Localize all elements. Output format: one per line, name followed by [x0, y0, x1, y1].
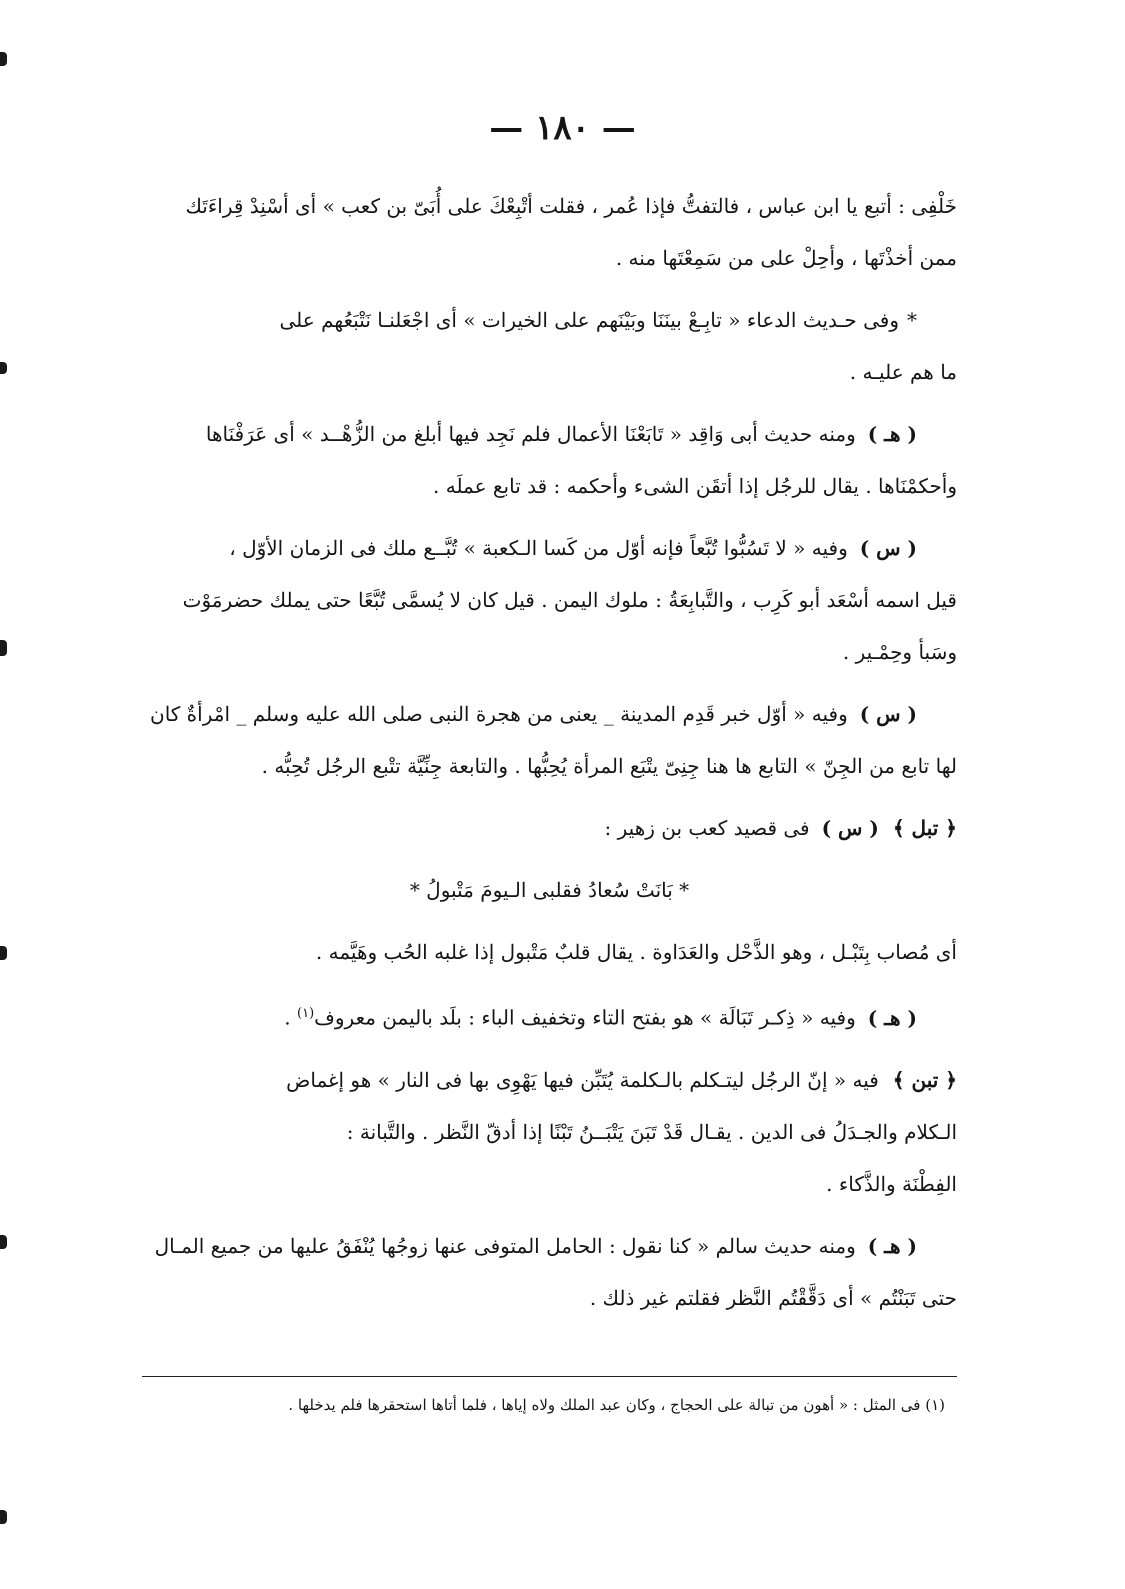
text-line: الـكلام والجـدَلُ فى الدين . يقـال قَدْ تَبَنَ يَتْبَــنُ تَبْنًا إذا أدقّ النَّظر . والتَّبانة :	[346, 1119, 957, 1144]
source-marker: ( هـ )	[867, 1233, 917, 1258]
paragraph	[142, 988, 957, 1044]
footnote-ref[interactable]: (١)	[297, 1006, 315, 1021]
text-segment: وفيه « لا تَسُبُّوا تُبَّعاً فإنه أوّل من كَسا الـكعبة » تُبَّــع ملك فى الزمان الأوّل ،	[229, 536, 848, 560]
text-line	[142, 1220, 957, 1272]
page-number: — ١٨٠ —	[489, 108, 636, 148]
text-line	[142, 988, 957, 1044]
text-segment: ومنه حديث سالم « كنا نقول : الحامل المتوفى عنها زوجُها يُنْفَقُ عليها من جميع المـال	[154, 1233, 856, 1258]
footnote-divider	[142, 1376, 957, 1377]
text-line: ممن أخذْتَها ، وأحِلْ على من سَمِعْتَها منه .	[615, 246, 957, 270]
source-marker: ( هـ )	[867, 422, 917, 446]
paragraph	[142, 926, 957, 978]
paragraph	[142, 688, 957, 792]
text-line: وسَبأ وحِمْـير .	[842, 640, 957, 664]
text-line: الفِطْنَة والذَّكاء .	[826, 1171, 957, 1196]
source-marker: ( س )	[859, 536, 917, 560]
margin-mark	[0, 1235, 7, 1249]
text-line	[142, 294, 957, 346]
margin-mark	[0, 52, 7, 66]
margin-mark	[0, 946, 7, 960]
text-segment: ومنه حديث أبى وَاقِد « تَابَعْنَا الأعمال فلم نَجِد فيها أبلغ من الزُّهْــد » أى عَرَفْنَاها	[205, 422, 856, 446]
text-line: وأحكمْنَاها . يقال للرجُل إذا أتقَن الشىء وأحكمه : قد تابع عملَه .	[433, 474, 957, 498]
margin-mark	[0, 1510, 7, 1524]
paragraph	[142, 522, 957, 678]
paragraph	[142, 294, 957, 398]
entry-heading-tbn: ﴿ تبن ﴾	[892, 1067, 957, 1092]
text-segment: وفيه « ذِكـر تَبَالَة » هو بفتح التاء وتخفيف الباء : بلَد باليمن معروف	[314, 1005, 856, 1030]
text-line: أى مُصاب بِتَبْـل ، وهو الذَّحْل والعَدَاوة . يقال قلبٌ مَتْبول إذا غلبه الحُب وهَيَّمه .	[315, 940, 957, 964]
margin-mark	[0, 362, 7, 374]
source-marker: ( س )	[821, 816, 879, 840]
text-line	[142, 802, 957, 854]
text-line: خَلْفِى : أتبع يا ابن عباس ، فالتفتُّ فإذا عُمر ، فقلت أتْبِعْكَ على أُبَىّ بن كعب » أى أسْنِدْ قِراءَتَك	[185, 194, 957, 218]
text-segment: وفى حـديث الدعاء « تابِـعْ بينَنَا وبَيْنَهم على الخيرات » أى اجْعَلنـا نَتْبَعُهم على	[279, 308, 899, 332]
text-segment: .	[284, 1005, 297, 1030]
footnote: (١) فى المثل : « أهون من تبالة على الحجاج ، وكان عبد الملك ولاه إياها ، فلما أتاها استحقرها فلم يدخلها .	[288, 1396, 945, 1414]
paragraph	[142, 1054, 957, 1210]
text-line	[142, 688, 957, 740]
text-line	[142, 408, 957, 460]
text-segment: فيه « إنّ الرجُل ليتـكلم بالـكلمة يُتَبِّن فيها يَهْوِى بها فى النار » هو إغماض	[286, 1067, 879, 1092]
text-line: حتى تَبَنْتُم » أى دَقَّقْتُم النَّظر فقلتم غير ذلك .	[589, 1285, 957, 1310]
source-marker: ( س )	[859, 702, 917, 726]
star-marker: *	[907, 308, 917, 332]
text-line: ما هم عليـه .	[849, 360, 957, 384]
paragraph	[142, 408, 957, 512]
entry-heading-tbl: ﴿ تبل ﴾	[892, 816, 957, 840]
text-line	[142, 1054, 957, 1106]
text-line: قيل اسمه أسْعَد أبو كَرِب ، والتَّبابِعَةُ : ملوك اليمن . قيل كان لا يُسمَّى تُبَّعًا حتى يملك حضرمَوْت	[182, 588, 957, 612]
entry-heading-line	[142, 802, 957, 854]
paragraph	[142, 1220, 957, 1324]
text-segment: فى قصيد كعب بن زهير :	[604, 816, 810, 840]
text-segment: وفيه « أوّل خبر قَدِم المدينة _ يعنى من هجرة النبى صلى الله عليه وسلم _ امْرأةٌ كان	[150, 702, 848, 726]
verse	[142, 864, 957, 916]
source-marker: ( هـ )	[867, 1005, 917, 1030]
body-text	[142, 180, 957, 1334]
paragraph	[142, 180, 957, 284]
margin-mark	[0, 640, 7, 656]
text-line	[142, 522, 957, 574]
verse-line: * بَانَتْ سُعادُ فقلبى الـيومَ مَتْبولُ *	[409, 878, 690, 902]
text-line: لها تابع من الجِنّ » التابع ها هنا جِنِىّ يتْبَع المرأة يُحِبُّها . والتابعة جِنِّيَّة تتْبع الرجُل تُحِبُّه .	[261, 754, 957, 778]
